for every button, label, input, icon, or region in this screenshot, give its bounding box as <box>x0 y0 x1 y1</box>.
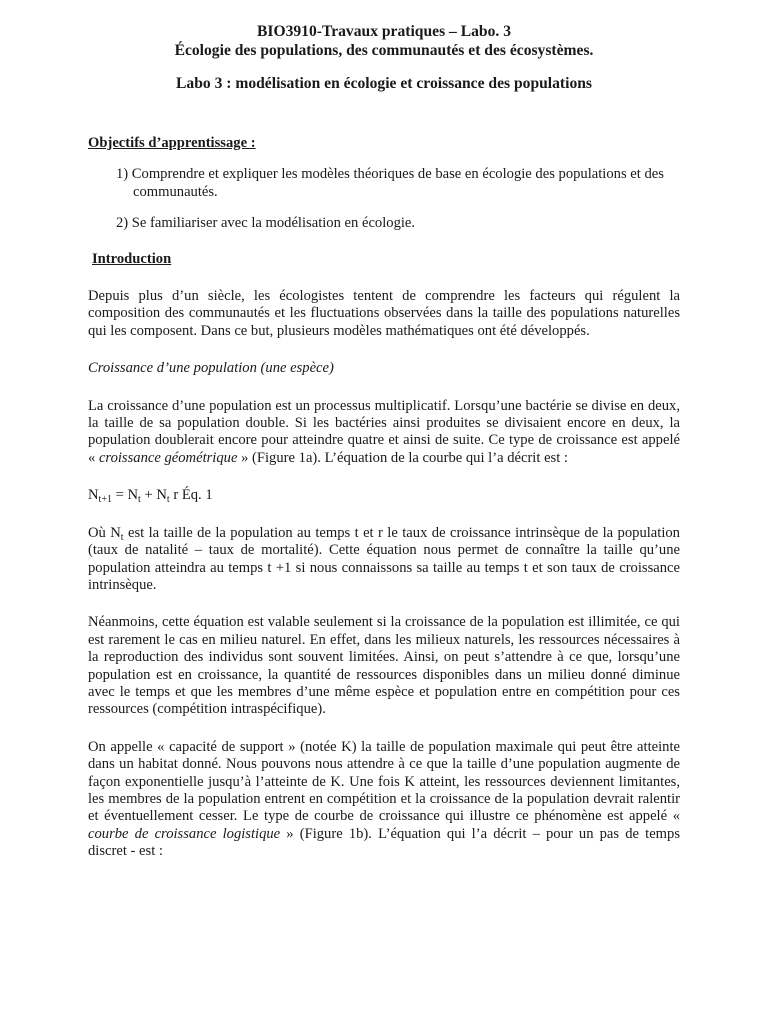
introduction-heading: Introduction <box>92 250 172 267</box>
course-subtitle: Écologie des populations, des communautés et des écosystèmes. <box>174 42 594 59</box>
intro-paragraph-5: On appelle « capacité de support » (notée K) la taille de population maximale qui peut être atteinte dans un habitat donné. Nous pouvons nous attendre à ce que la taille d’une population augmente de façon exponentielle jusqu’à l’atteinte de K. Une fois K atteint, les ressources deviennent limitantes, les membres de la population entrent en compétition et la croissance de la population devrait ralentir et éventuellement cesser. Le type de courbe de croissance qui illustre ce phénomène est appelé « courbe de croissance logistique » (Figure 1b). L’équation qui l’a décrit – pour un pas de temps discret - est : <box>88 738 680 860</box>
objective-item-2: 2) Se familiariser avec la modélisation en écologie. <box>116 215 416 232</box>
intro-paragraph-4: Néanmoins, cette équation est valable seulement si la croissance de la population est illimitée, ce qui est rarement le cas en milieu naturel. En effet, dans les milieux naturels, les ressources nécessaires à la reproduction des individus sont souvent limitées. Ainsi, on peut s’attendre à ce que, lorsqu’une population est en croissance, la quantité de ressources disponibles dans un milieu donné diminue avec le temps et que les membres d’une même espèce et population entre en compétition pour ces ressources (compétition intraspécifique). <box>88 614 680 718</box>
lab-title: Labo 3 : modélisation en écologie et croissance des populations <box>176 75 592 92</box>
course-title: BIO3910-Travaux pratiques – Labo. 3 <box>256 23 511 40</box>
intro-paragraph-3: Où $N_t$ est la taille de la population au temps t et r le taux de croissance intrinsèque de la population (taux de natalité – taux de mortalité). Cette équation nous permet de connaître la taille qu’une population atteindra au temps t +1 si nous connaissons sa taille au temps t et son taux de croissance intrinsèque. <box>88 524 680 593</box>
intro-paragraph-2: La croissance d’une population est un processus multiplicatif. Lorsqu’une bactérie se divise en deux, la taille de sa population double. Si les bactéries ainsi produites se divisaient encore en deux, la population doublerait encore pour atteindre quatre et ainsi de suite. Ce type de croissance est appelé « croissance géométrique » (Figure 1a). L’équation de la courbe qui l’a décrit est : <box>88 397 680 466</box>
objective-item-1: 1) Comprendre et expliquer les modèles théoriques de base en écologie des populations et des communautés. <box>116 166 664 200</box>
intro-paragraph-1: Depuis plus d’un siècle, les écologistes tentent de comprendre les facteurs qui régulent la composition des communautés et les fluctuations observées dans la taille des populations naturelles qui les composent. Dans ce but, plusieurs modèles mathématiques ont été développés. <box>88 288 680 339</box>
objectives-heading: Objectifs d’apprentissage : <box>88 135 256 151</box>
growth-subheading: Croissance d’une population (une espèce) <box>88 360 334 377</box>
equation-1: $N_{t+1} = N_t + N_t$ r Éq. 1 <box>88 487 213 506</box>
objectives-section <box>88 135 680 233</box>
